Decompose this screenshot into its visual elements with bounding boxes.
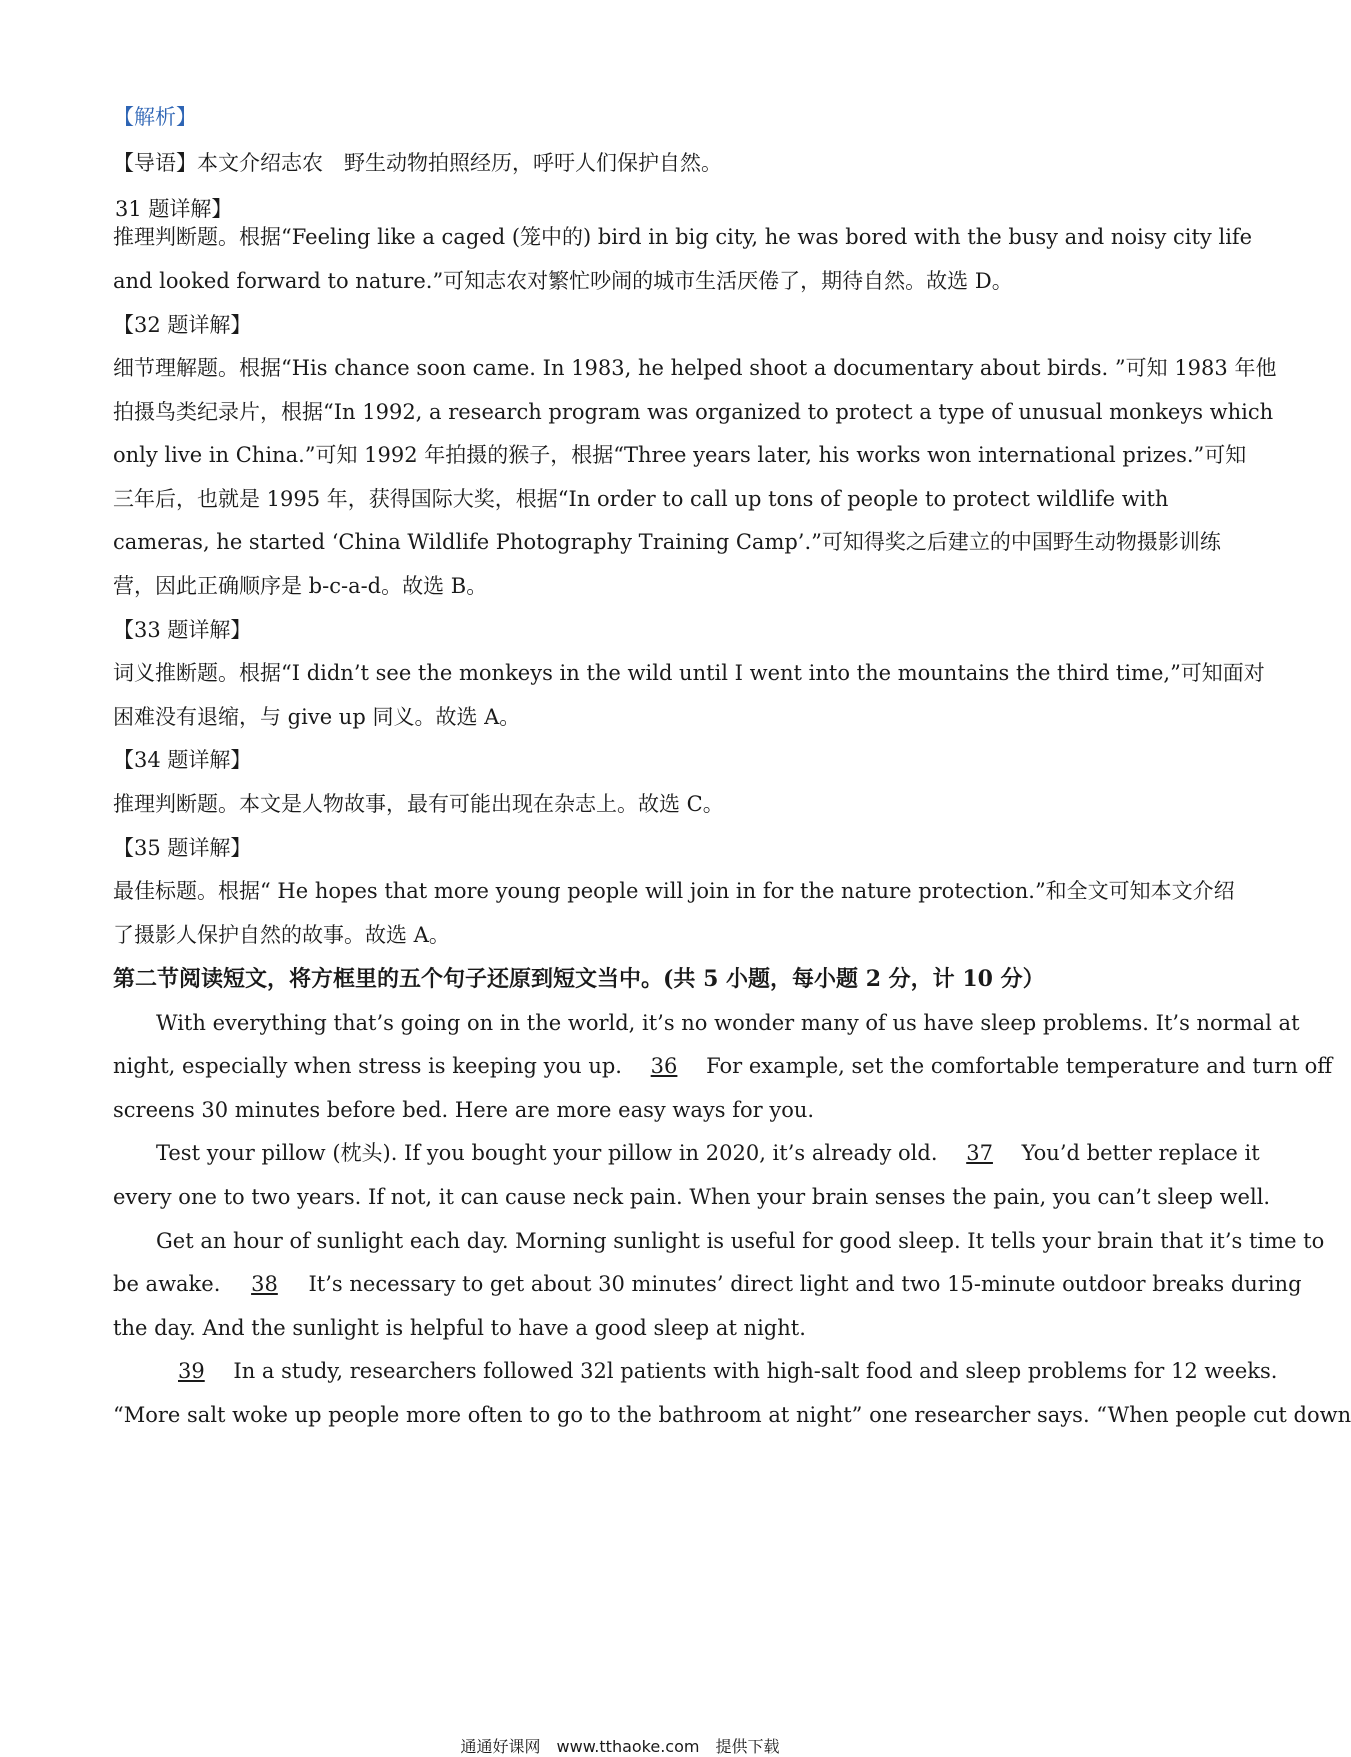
- q33-text-2: 困难没有退缩，与 give up 同义。故选 A。: [113, 705, 521, 729]
- q31-heading: 31 题详解】: [115, 197, 233, 221]
- q34-text: 推理判断题。本文是人物故事，最有可能出现在杂志上。故选 C。: [113, 792, 724, 816]
- q32-text-5: cameras, he started ‘China Wildlife Photography Training Camp’.”可知得奖之后建立的中国野生动物摄影训练: [113, 530, 1221, 554]
- passage-text: You’d better replace it: [1021, 1141, 1260, 1165]
- q32-text-4: 三年后，也就是 1995 年，获得国际大奖，根据“In order to call up tons of people to protect wildlife with: [113, 487, 1169, 511]
- q32-text-6: 营，因此正确顺序是 b-c-a-d。故选 B。: [113, 574, 488, 598]
- passage-text: In a study, researchers followed 32l patients with high-salt food and sleep problems for 12 weeks.: [233, 1359, 1278, 1383]
- q35-text-2: 了摄影人保护自然的故事。故选 A。: [113, 923, 450, 947]
- q35-heading: 【35 题详解】: [113, 836, 252, 860]
- section-two-heading: 第二节阅读短文，将方框里的五个句子还原到短文当中。(共 5 小题，每小题 2 分，计 10 分）: [113, 966, 1045, 992]
- intro-line: 【导语】本文介绍志农 野生动物拍照经历，呼吁人们保护自然。: [113, 151, 722, 175]
- q34-heading: 【34 题详解】: [113, 748, 252, 772]
- passage-text: Test your pillow (枕头). If you bought your pillow in 2020, it’s already old.: [156, 1141, 938, 1165]
- passage-p3-line-1: Get an hour of sunlight each day. Morning sunlight is useful for good sleep. It tells your brain that it’s time to: [156, 1229, 1325, 1253]
- q35-text-1: 最佳标题。根据“ He hopes that more young people will join in for the nature protection.”和全文可知本文介绍: [113, 879, 1235, 903]
- passage-p4-line-1: [156, 1356, 1278, 1386]
- answer-blank-39[interactable]: 39: [178, 1359, 205, 1383]
- analysis-heading: 【解析】: [113, 105, 197, 129]
- q33-heading: 【33 题详解】: [113, 618, 252, 642]
- passage-text: For example, set the comfortable temperature and turn off: [706, 1054, 1333, 1078]
- q32-text-3: only live in China.”可知 1992 年拍摄的猴子，根据“Three years later, his works won international prizes.”可知: [113, 443, 1247, 467]
- q31-text-1: 推理判断题。根据“Feeling like a caged (笼中的) bird in big city, he was bored with the busy and noisy city life: [113, 225, 1253, 249]
- passage-p3-line-2: [113, 1269, 1302, 1299]
- passage-text: It’s necessary to get about 30 minutes’ direct light and two 15-minute outdoor breaks during: [308, 1272, 1302, 1296]
- q32-heading: 【32 题详解】: [113, 313, 252, 337]
- q32-text-2: 拍摄鸟类纪录片，根据“In 1992, a research program was organized to protect a type of unusual monkeys which: [113, 400, 1274, 424]
- passage-text: night, especially when stress is keeping you up.: [113, 1054, 622, 1078]
- passage-p2-line-1: [156, 1138, 1260, 1168]
- passage-p2-line-2: every one to two years. If not, it can cause neck pain. When your brain senses the pain, you can’t sleep well.: [113, 1185, 1271, 1209]
- passage-p4-line-2: “More salt woke up people more often to go to the bathroom at night” one researcher says. “When people cut down: [113, 1403, 1351, 1427]
- answer-blank-36[interactable]: 36: [650, 1054, 678, 1078]
- q31-text-2: and looked forward to nature.”可知志农对繁忙吵闹的城市生活厌倦了，期待自然。故选 D。: [113, 269, 1013, 293]
- passage-p1-line-1: With everything that’s going on in the world, it’s no wonder many of us have sleep problems. It’s normal at: [156, 1011, 1300, 1035]
- passage-p1-line-3: screens 30 minutes before bed. Here are more easy ways for you.: [113, 1098, 815, 1122]
- passage-text: be awake.: [113, 1272, 221, 1296]
- q33-text-1: 词义推断题。根据“I didn’t see the monkeys in the wild until I went into the mountains the third time,”可知面对: [113, 661, 1265, 685]
- answer-blank-38[interactable]: 38: [251, 1272, 278, 1296]
- passage-p3-line-3: the day. And the sunlight is helpful to have a good sleep at night.: [113, 1316, 806, 1340]
- answer-blank-37[interactable]: 37: [966, 1141, 993, 1165]
- q32-text-1: 细节理解题。根据“His chance soon came. In 1983, he helped shoot a documentary about birds. ”可知 1983 年他: [113, 356, 1277, 380]
- page-footer: 通通好课网 www.tthaoke.com 提供下载: [460, 1737, 780, 1756]
- passage-p1-line-2: [113, 1051, 1333, 1081]
